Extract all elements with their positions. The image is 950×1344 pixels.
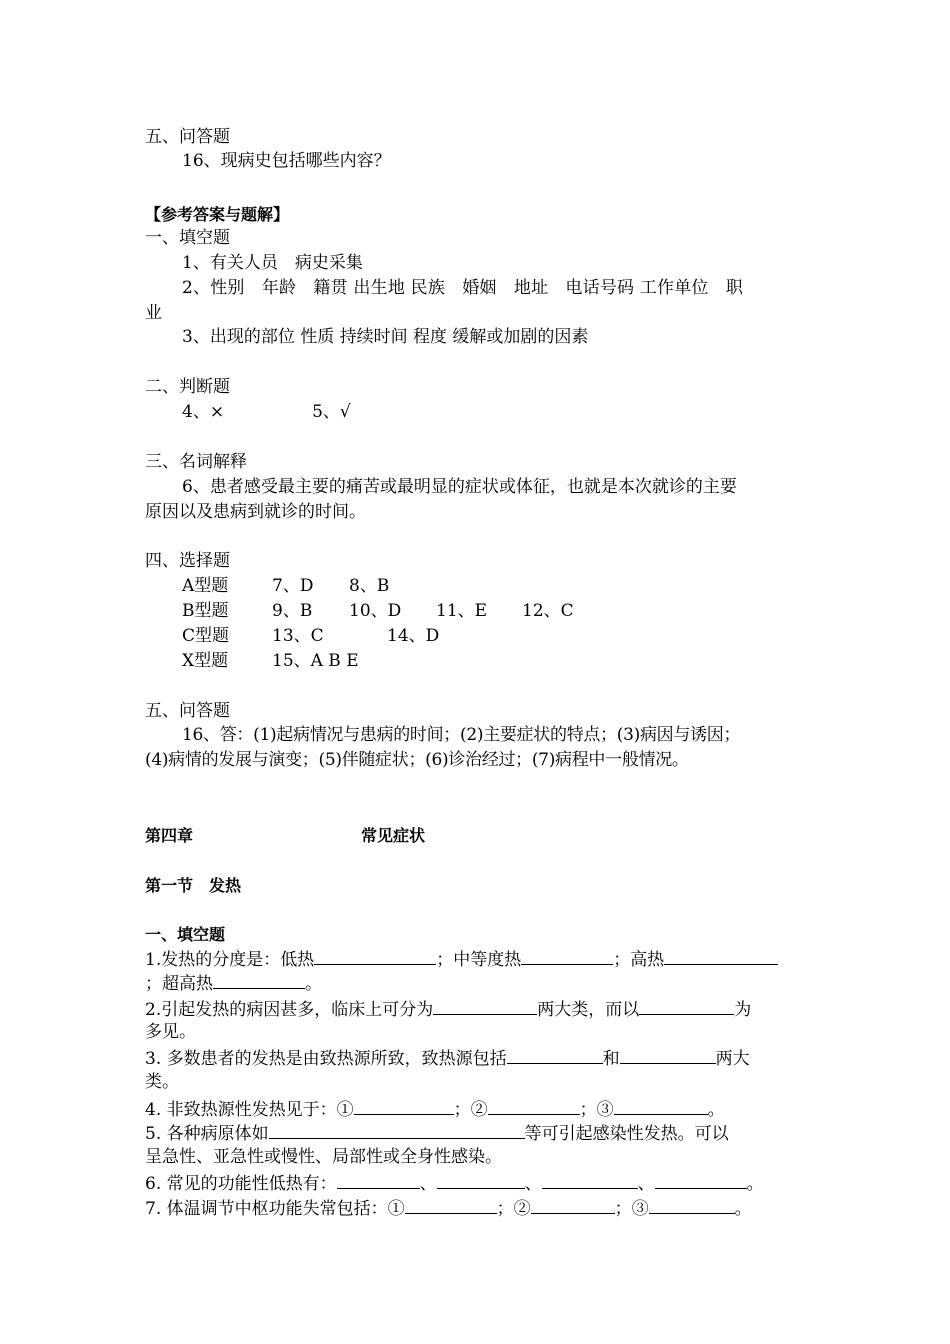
question-1-line1 bbox=[145, 946, 778, 973]
question-6 bbox=[145, 1170, 764, 1197]
answer-3: 3、出现的部位 性质 持续时间 程度 缓解或加剧的因素 bbox=[182, 327, 589, 347]
q6-sep: 、 bbox=[419, 1174, 437, 1194]
q6-sep: 、 bbox=[524, 1174, 542, 1194]
choice-item: 8、B bbox=[349, 576, 390, 596]
blank-input[interactable] bbox=[507, 1045, 603, 1064]
choice-heading: 四、选择题 bbox=[145, 551, 230, 571]
q1-text-d: ；超高热 bbox=[145, 974, 213, 994]
blank-input[interactable] bbox=[314, 946, 436, 965]
q4-text-a: 4. 非致热源性发热见于：① bbox=[145, 1100, 354, 1120]
choice-type: X型题 bbox=[182, 651, 229, 671]
fill-heading: 一、填空题 bbox=[145, 228, 230, 248]
blank-input[interactable] bbox=[354, 1096, 454, 1115]
blank-input[interactable] bbox=[614, 1096, 708, 1115]
q7-text-d: 。 bbox=[734, 1199, 752, 1219]
fill-heading-chapter: 一、填空题 bbox=[145, 925, 226, 944]
q1-text-c: ；高热 bbox=[613, 950, 665, 970]
answer-6-line2: 原因以及患病到就诊的时间。 bbox=[145, 502, 366, 522]
choice-item: 12、C bbox=[522, 601, 574, 621]
q1-text-a: 1.发热的分度是：低热 bbox=[145, 950, 315, 970]
blank-input[interactable] bbox=[531, 1195, 615, 1214]
answer-2-line2: 业 bbox=[145, 303, 162, 323]
choice-type: C型题 bbox=[182, 626, 230, 646]
choice-row-a bbox=[182, 574, 389, 599]
q3-text-c: 两大 bbox=[715, 1049, 750, 1069]
chapter-number: 第四章 bbox=[145, 826, 194, 845]
answers-title: 【参考答案与题解】 bbox=[145, 205, 290, 224]
blank-input[interactable] bbox=[639, 996, 734, 1015]
blank-input[interactable] bbox=[405, 1195, 497, 1214]
answer-1: 1、有关人员 病史采集 bbox=[182, 253, 363, 273]
choice-item: 7、D bbox=[272, 576, 314, 596]
choice-item: 9、B bbox=[272, 601, 313, 621]
choice-item: 15、A B E bbox=[272, 651, 359, 671]
chapter-title: 常见症状 bbox=[361, 826, 426, 845]
choice-item: 10、D bbox=[349, 601, 402, 621]
question-16: 16、现病史包括哪些内容？ bbox=[182, 151, 391, 171]
answer-5: 5、√ bbox=[312, 402, 351, 422]
q3-text-a: 3. 多数患者的发热是由致热源所致，致热源包括 bbox=[145, 1049, 507, 1069]
question-1-line2 bbox=[145, 970, 322, 997]
question-3-line2: 类。 bbox=[145, 1072, 179, 1092]
choice-row-b bbox=[182, 599, 574, 624]
q4-text-c: ；③ bbox=[579, 1100, 614, 1120]
blank-input[interactable] bbox=[213, 970, 305, 989]
choice-row-c bbox=[182, 624, 439, 649]
blank-input[interactable] bbox=[269, 1120, 525, 1139]
judge-heading: 二、判断题 bbox=[145, 377, 230, 397]
answer-4: 4、× bbox=[182, 402, 225, 422]
q5-text-b: 等可引起感染性发热。可以 bbox=[524, 1124, 729, 1144]
q7-text-a: 7. 体温调节中枢功能失常包括：① bbox=[145, 1199, 405, 1219]
blank-input[interactable] bbox=[664, 946, 778, 965]
blank-input[interactable] bbox=[433, 996, 537, 1015]
q7-text-b: ；② bbox=[496, 1199, 531, 1219]
q6-sep: 、 bbox=[637, 1174, 655, 1194]
q6-end: 。 bbox=[746, 1174, 764, 1194]
question-2-line2: 多见。 bbox=[145, 1022, 196, 1042]
blank-input[interactable] bbox=[655, 1170, 747, 1189]
choice-item: 11、E bbox=[436, 601, 488, 621]
q7-text-c: ；③ bbox=[614, 1199, 649, 1219]
q1-text-e: 。 bbox=[305, 974, 322, 994]
question-4 bbox=[145, 1096, 725, 1123]
q2-text-a: 2.引起发热的病因甚多，临床上可分为 bbox=[145, 1000, 434, 1020]
choice-item: 14、D bbox=[387, 626, 440, 646]
question-3-line1 bbox=[145, 1045, 750, 1072]
question-7 bbox=[145, 1195, 752, 1222]
q6-text-a: 6. 常见的功能性低热有： bbox=[145, 1174, 337, 1194]
judge-answers bbox=[182, 400, 351, 425]
question-5-line1 bbox=[145, 1120, 729, 1147]
q4-text-b: ；② bbox=[453, 1100, 488, 1120]
answer-16-line1: 16、答：(1)起病情况与患病的时间；(2)主要症状的特点；(3)病因与诱因； bbox=[182, 725, 741, 745]
choice-type: B型题 bbox=[182, 601, 229, 621]
qa-heading-top: 五、问答题 bbox=[145, 127, 230, 147]
blank-input[interactable] bbox=[649, 1195, 735, 1214]
blank-input[interactable] bbox=[620, 1045, 716, 1064]
q4-text-d: 。 bbox=[707, 1100, 725, 1120]
blank-input[interactable] bbox=[337, 1170, 420, 1189]
answer-6-line1: 6、患者感受最主要的痛苦或最明显的症状或体征，也就是本次就诊的主要 bbox=[182, 477, 737, 497]
blank-input[interactable] bbox=[521, 946, 613, 965]
blank-input[interactable] bbox=[488, 1096, 580, 1115]
choice-row-x bbox=[182, 649, 359, 674]
choice-type: A型题 bbox=[182, 576, 229, 596]
answer-16-line2: (4)病情的发展与演变；(5)伴随症状；(6)诊治经过；(7)病程中一般情况。 bbox=[145, 750, 689, 770]
section-title: 第一节 发热 bbox=[145, 876, 242, 895]
q1-text-b: ；中等度热 bbox=[436, 950, 522, 970]
question-2-line1 bbox=[145, 996, 751, 1023]
blank-input[interactable] bbox=[542, 1170, 638, 1189]
q2-text-c: 为 bbox=[734, 1000, 752, 1020]
q5-text-a: 5. 各种病原体如 bbox=[145, 1124, 269, 1144]
terms-heading: 三、名词解释 bbox=[145, 452, 247, 472]
question-5-line2: 呈急性、亚急性或慢性、局部性或全身性感染。 bbox=[145, 1147, 502, 1167]
qa-heading: 五、问答题 bbox=[145, 701, 230, 721]
q3-text-b: 和 bbox=[602, 1049, 620, 1069]
q2-text-b: 两大类，而以 bbox=[537, 1000, 640, 1020]
blank-input[interactable] bbox=[437, 1170, 525, 1189]
answer-2-line1: 2、性别 年龄 籍贯 出生地 民族 婚姻 地址 电话号码 工作单位 职 bbox=[182, 278, 744, 298]
choice-item: 13、C bbox=[272, 626, 324, 646]
